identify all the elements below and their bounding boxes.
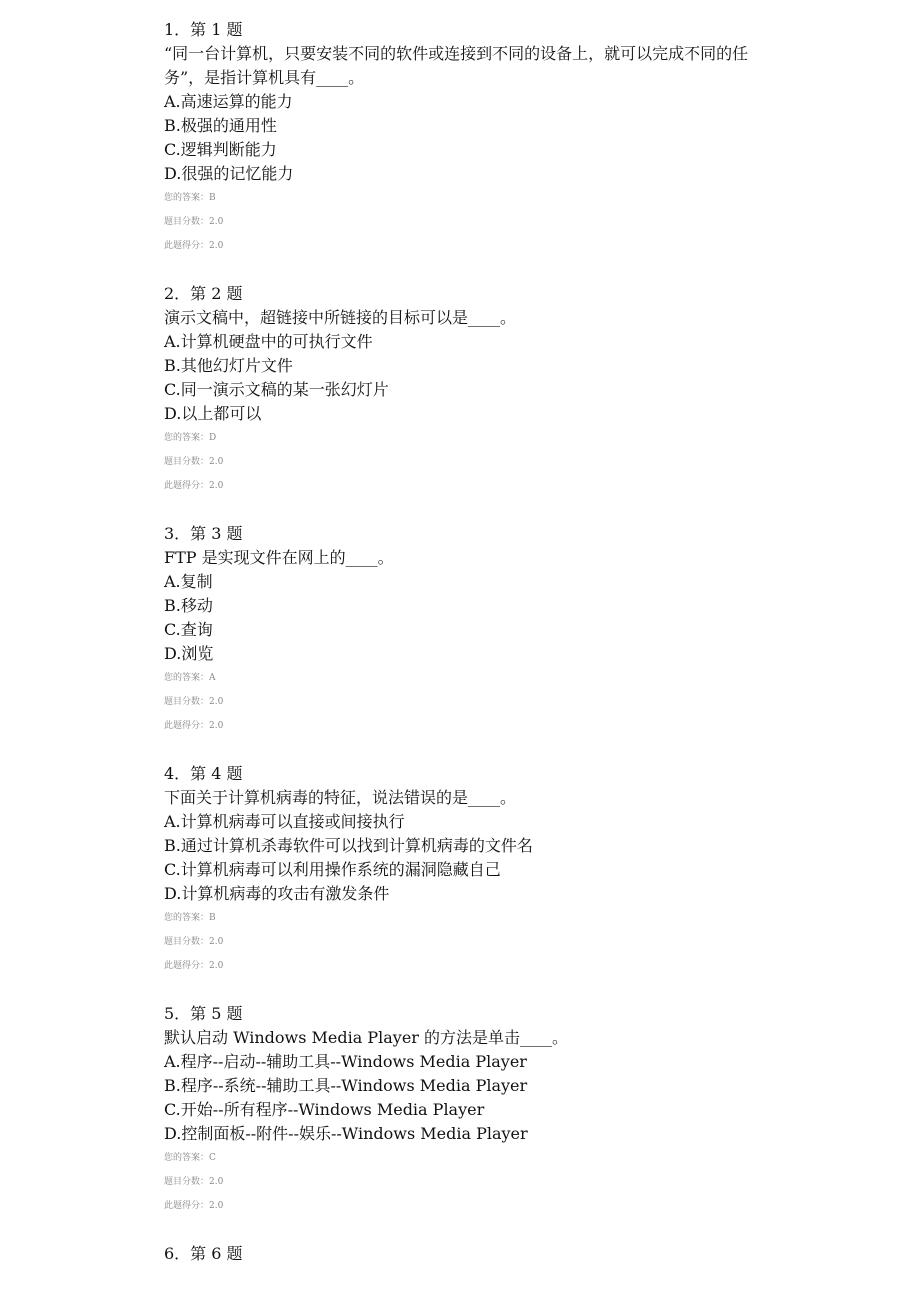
earned-score: 此题得分：2.0 (164, 481, 224, 491)
document (164, 18, 784, 1266)
question-4 (164, 762, 784, 1002)
question-5 (164, 1002, 784, 1242)
spacer (164, 978, 784, 1002)
option-a: A.复制 (164, 572, 213, 591)
question-stem: 下面关于计算机病毒的特征，说法错误的是____。 (164, 788, 517, 807)
option-b: B.极强的通用性 (164, 116, 277, 135)
earned-score: 此题得分：2.0 (164, 961, 224, 971)
question-title: 4．第 4 题 (164, 764, 243, 783)
option-c: C.开始--所有程序--Windows Media Player (164, 1100, 485, 1119)
question-stem: FTP 是实现文件在网上的____。 (164, 548, 394, 567)
question-stem: 默认启动 Windows Media Player 的方法是单击____。 (164, 1028, 569, 1047)
option-d: D.控制面板--附件--娱乐--Windows Media Player (164, 1124, 528, 1143)
question-title: 2．第 2 题 (164, 284, 243, 303)
spacer (164, 1218, 784, 1242)
spacer (164, 498, 784, 522)
option-a: A.计算机病毒可以直接或间接执行 (164, 812, 405, 831)
your-answer: 您的答案：A (164, 673, 216, 683)
option-d: D.很强的记忆能力 (164, 164, 294, 183)
question-title: 6．第 6 题 (164, 1244, 243, 1263)
question-title: 3．第 3 题 (164, 524, 243, 543)
option-d: D.浏览 (164, 644, 214, 663)
question-score: 题目分数：2.0 (164, 217, 224, 227)
option-a: A.高速运算的能力 (164, 92, 293, 111)
your-answer: 您的答案：B (164, 193, 216, 203)
option-b: B.其他幻灯片文件 (164, 356, 293, 375)
earned-score: 此题得分：2.0 (164, 721, 224, 731)
spacer (164, 738, 784, 762)
option-d: D.以上都可以 (164, 404, 262, 423)
question-score: 题目分数：2.0 (164, 697, 224, 707)
option-b: B.通过计算机杀毒软件可以找到计算机病毒的文件名 (164, 836, 533, 855)
option-c: C.同一演示文稿的某一张幻灯片 (164, 380, 389, 399)
question-stem: “同一台计算机，只要安装不同的软件或连接到不同的设备上，就可以完成不同的任务”，是指计算机具有____。 (164, 44, 749, 87)
option-b: B.程序--系统--辅助工具--Windows Media Player (164, 1076, 528, 1095)
question-score: 题目分数：2.0 (164, 1177, 224, 1187)
question-6 (164, 1242, 784, 1266)
option-d: D.计算机病毒的攻击有激发条件 (164, 884, 390, 903)
question-title: 1．第 1 题 (164, 20, 243, 39)
question-score: 题目分数：2.0 (164, 457, 224, 467)
question-2 (164, 282, 784, 522)
option-c: C.计算机病毒可以利用操作系统的漏洞隐藏自己 (164, 860, 501, 879)
option-b: B.移动 (164, 596, 213, 615)
option-a: A.程序--启动--辅助工具--Windows Media Player (164, 1052, 527, 1071)
question-title: 5．第 5 题 (164, 1004, 243, 1023)
option-a: A.计算机硬盘中的可执行文件 (164, 332, 373, 351)
spacer (164, 258, 784, 282)
option-c: C.逻辑判断能力 (164, 140, 277, 159)
your-answer: 您的答案：C (164, 1153, 216, 1163)
question-score: 题目分数：2.0 (164, 937, 224, 947)
option-c: C.查询 (164, 620, 213, 639)
your-answer: 您的答案：D (164, 433, 217, 443)
question-1 (164, 18, 784, 282)
question-3 (164, 522, 784, 762)
your-answer: 您的答案：B (164, 913, 216, 923)
earned-score: 此题得分：2.0 (164, 241, 224, 251)
question-stem: 演示文稿中，超链接中所链接的目标可以是____。 (164, 308, 517, 327)
earned-score: 此题得分：2.0 (164, 1201, 224, 1211)
